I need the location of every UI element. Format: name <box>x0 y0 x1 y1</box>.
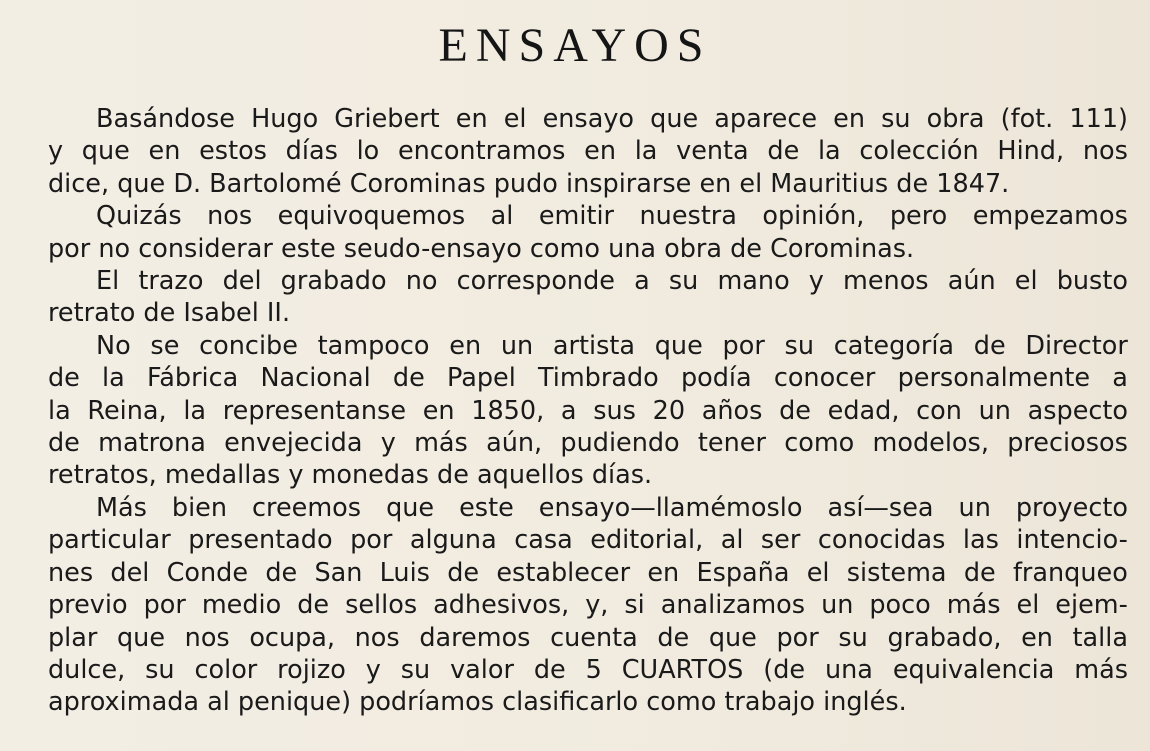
text-line: dice, que D. Bartolomé Corominas pudo inspirarse en el Mauritius de 1847. <box>48 168 1010 199</box>
text-line: por no considerar este seudo-ensayo como una obra de Corominas. <box>48 233 915 264</box>
text-line: dulce, su color rojizo y su valor de 5 CUARTOS (de una equivalencia más <box>48 654 1128 685</box>
page-title: ENSAYOS <box>438 19 712 72</box>
text-line: No se concibe tampoco en un artista que por su categoría de Director <box>96 330 1128 361</box>
text-line: previo por medio de sellos adhesivos, y, si analizamos un poco más el ejem- <box>48 590 1128 621</box>
text-line: retratos, medallas y monedas de aquellos días. <box>48 460 653 491</box>
text-line: y que en estos días lo encontramos en la venta de la colección Hind, nos <box>48 136 1128 167</box>
body-text <box>48 103 1128 719</box>
text-line: retrato de Isabel II. <box>48 298 291 329</box>
text-line: particular presentado por alguna casa editorial, al ser conocidas las intencio- <box>48 525 1128 556</box>
text-line: Más bien creemos que este ensayo—llamémoslo así—sea un proyecto <box>96 492 1128 523</box>
text-line: aproximada al penique) podríamos clasificarlo como trabajo inglés. <box>48 687 907 718</box>
text-line: de la Fábrica Nacional de Papel Timbrado podía conocer personalmente a <box>48 363 1128 394</box>
text-line: Quizás nos equivoquemos al emitir nuestra opinión, pero empezamos <box>96 201 1128 232</box>
text-line: la Reina, la representanse en 1850, a sus 20 años de edad, con un aspecto <box>48 395 1128 426</box>
text-line: Basándose Hugo Griebert en el ensayo que aparece en su obra (fot. 111) <box>96 104 1128 134</box>
text-line: El trazo del grabado no corresponde a su mano y menos aún el busto <box>96 266 1128 297</box>
text-line: plar que nos ocupa, nos daremos cuenta de que por su grabado, en talla <box>48 622 1128 653</box>
text-line: nes del Conde de San Luis de establecer en España el sistema de franqueo <box>48 557 1128 588</box>
text-line: de matrona envejecida y más aún, pudiendo tener como modelos, preciosos <box>48 428 1128 459</box>
